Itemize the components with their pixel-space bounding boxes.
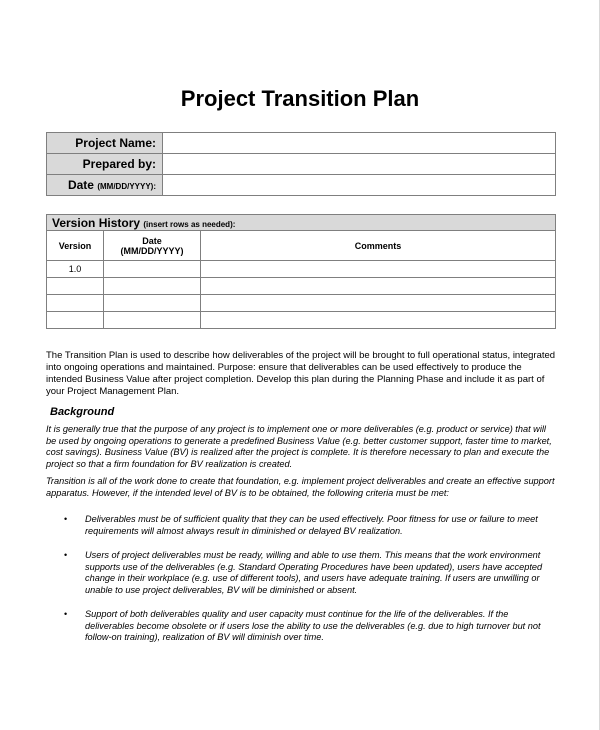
comments-cell[interactable] [201,295,556,312]
version-history-note: (insert rows as needed): [143,219,236,229]
table-row [47,312,556,329]
version-cell[interactable]: 1.0 [47,261,104,278]
prepared-by-label: Prepared by: [47,154,163,175]
bullet-icon: • [64,550,68,560]
column-header-comments: Comments [201,231,556,261]
background-heading: Background [50,406,115,418]
project-info-table [46,132,556,196]
list-item [46,514,556,537]
date-cell[interactable] [104,295,201,312]
column-header-date-format: (MM/DD/YYYY) [120,245,184,256]
intro-paragraph: The Transition Plan is used to describe how deliverables of the project will be brought to full operational status, integrated into ongoing operations and maintained. Purpose: ensure that deliverables can be used effectively to produce the intended Business Value after project completion. Develop this plan during the Planning Phase and include it as part of your Project Management Plan. [46,350,556,397]
column-header-date-label: Date [142,235,162,246]
comments-cell[interactable] [201,261,556,278]
column-header-date [104,231,201,261]
project-name-field[interactable] [163,133,556,154]
prepared-by-field[interactable] [163,154,556,175]
project-name-label: Project Name: [47,133,163,154]
version-cell[interactable] [47,312,104,329]
bullet-icon: • [64,514,68,524]
page-title: Project Transition Plan [180,86,420,111]
date-label [47,175,163,196]
comments-cell[interactable] [201,278,556,295]
table-row [47,295,556,312]
list-item [46,609,556,644]
criteria-list [46,514,556,657]
table-row [47,261,556,278]
version-cell[interactable] [47,295,104,312]
background-paragraph-1: It is generally true that the purpose of any project is to implement one or more deliverables (e.g. product or service) that will be used by ongoing operations to generate a predefined Business Value (e.g. better customer support, faster time to market, cost savings). Business Value (BV) is realized after the project is complete. It is therefore necessary to plan and execute the project so that a firm foundation for BV realization is created. [46,424,552,469]
date-format-note: (MM/DD/YYYY): [97,182,156,191]
background-paragraph-2: Transition is all of the work done to create that foundation, e.g. implement project deliverables and create an effective support apparatus. However, if the intended level of BV is to be obtained, the following criteria must be met: [46,476,555,498]
bullet-icon: • [64,609,68,619]
date-cell[interactable] [104,261,201,278]
list-item [46,550,556,596]
version-history-table [46,214,556,329]
version-history-title: Version History [52,215,141,230]
table-row [47,278,556,295]
version-cell[interactable] [47,278,104,295]
comments-cell[interactable] [201,312,556,329]
date-cell[interactable] [104,278,201,295]
date-cell[interactable] [104,312,201,329]
version-history-heading [47,215,556,231]
criteria-text: Users of project deliverables must be ready, willing and able to use them. This means that the work environment supports use of the deliverables (e.g. Standard Operating Procedures have been updated), users have accepted change in their workplace (e.g. use of different tools), and users have adequate training. If users are unwilling or unable to use project deliverables, BV will be diminished or absent. [85,550,543,595]
date-field[interactable] [163,175,556,196]
column-header-version: Version [47,231,104,261]
date-label-text: Date [67,178,94,192]
criteria-text: Deliverables must be of sufficient quality that they can be used effectively. Poor fitness for use or failure to meet requirements will almost always result in diminished or delayed BV realization. [85,514,538,536]
criteria-text: Support of both deliverables quality and user capacity must continue for the life of the deliverables. If the deliverables become obsolete or if users lose the ability to use the deliverables (e.g. due to high turnover but not follow-on training), realization of BV will diminish over time. [85,609,541,642]
